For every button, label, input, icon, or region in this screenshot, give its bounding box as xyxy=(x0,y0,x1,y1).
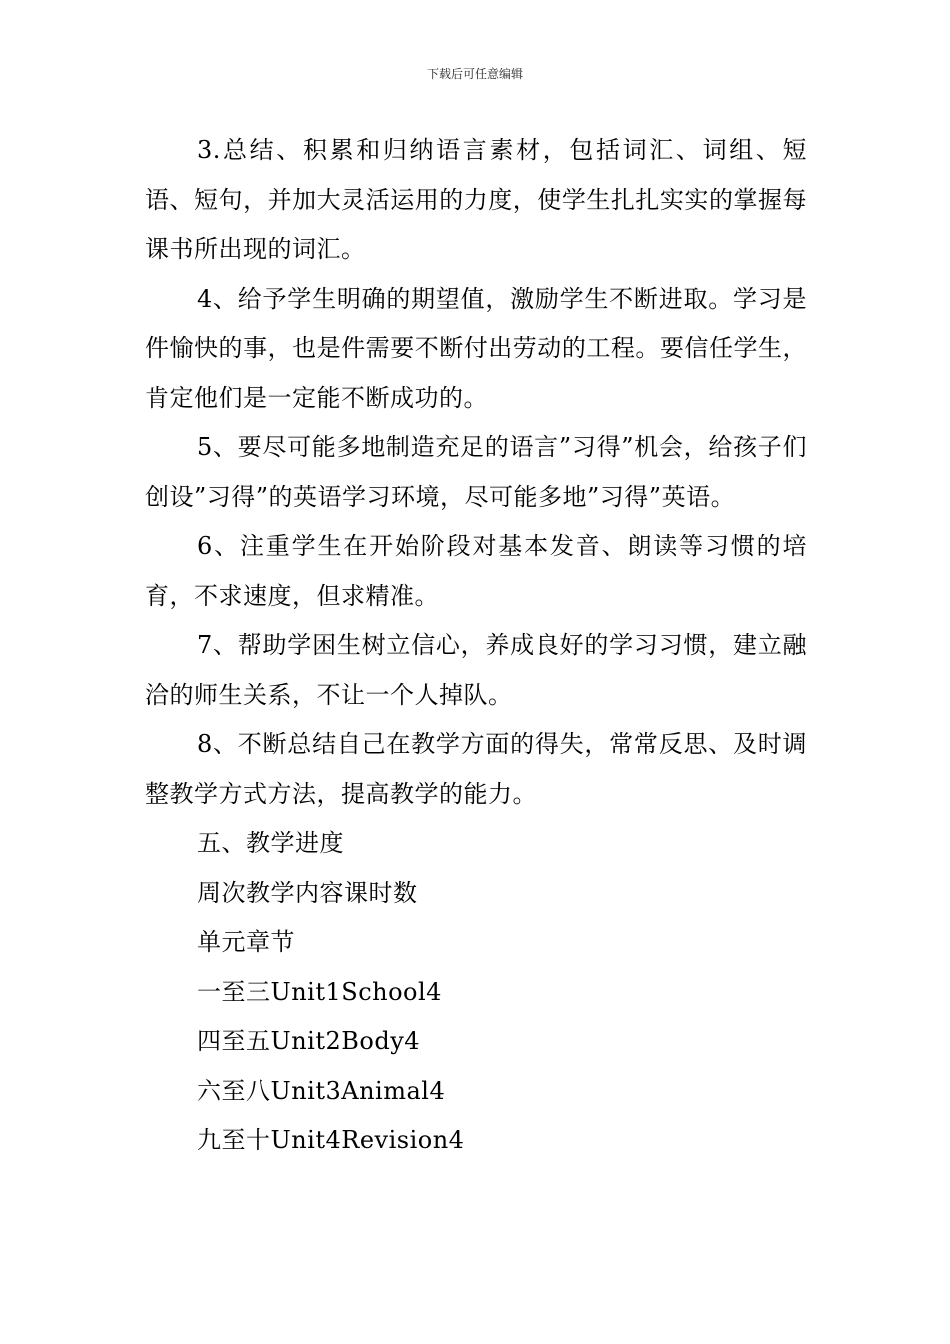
schedule-header-line-2: 单元章节 xyxy=(197,928,295,956)
schedule-row-3: 六至八Unit3Animal4 xyxy=(197,1076,446,1105)
schedule-row-4: 九至十Unit4Revision4 xyxy=(197,1126,465,1154)
schedule-header-line-1: 周次教学内容课时数 xyxy=(197,878,418,907)
paragraph-6: 6、注重学生在开始阶段对基本发音、朗读等习惯的培育，不求速度，但求精准。 xyxy=(145,532,807,610)
page-header-note: 下载后可任意编辑 xyxy=(426,67,523,81)
paragraph-4: 4、给予学生明确的期望值，激励学生不断进取。学习是件愉快的事，也是件需要不断付出劳动的工程。要信任学生，肯定他们是一定能不断成功的。 xyxy=(145,284,807,412)
schedule-row-1: 一至三Unit1School4 xyxy=(197,977,442,1006)
document-body xyxy=(145,126,807,1166)
paragraph-5: 5、要尽可能多地制造充足的语言”习得”机会，给孩子们创设”习得”的英语学习环境，尽可能多地”习得”英语。 xyxy=(145,433,807,511)
paragraph-3: 3.总结、积累和归纳语言素材，包括词汇、词组、短语、短句，并加大灵活运用的力度，使学生扎扎实实的掌握每课书所出现的词汇。 xyxy=(145,136,807,263)
section-heading-schedule: 五、教学进度 xyxy=(197,829,344,857)
schedule-row-2: 四至五Unit2Body4 xyxy=(197,1027,421,1055)
paragraph-7: 7、帮助学困生树立信心，养成良好的学习习惯，建立融洽的师生关系，不让一个人掉队。 xyxy=(145,631,807,709)
paragraph-8: 8、不断总结自己在教学方面的得失，常常反思、及时调整教学方式方法，提高教学的能力。 xyxy=(145,730,807,808)
